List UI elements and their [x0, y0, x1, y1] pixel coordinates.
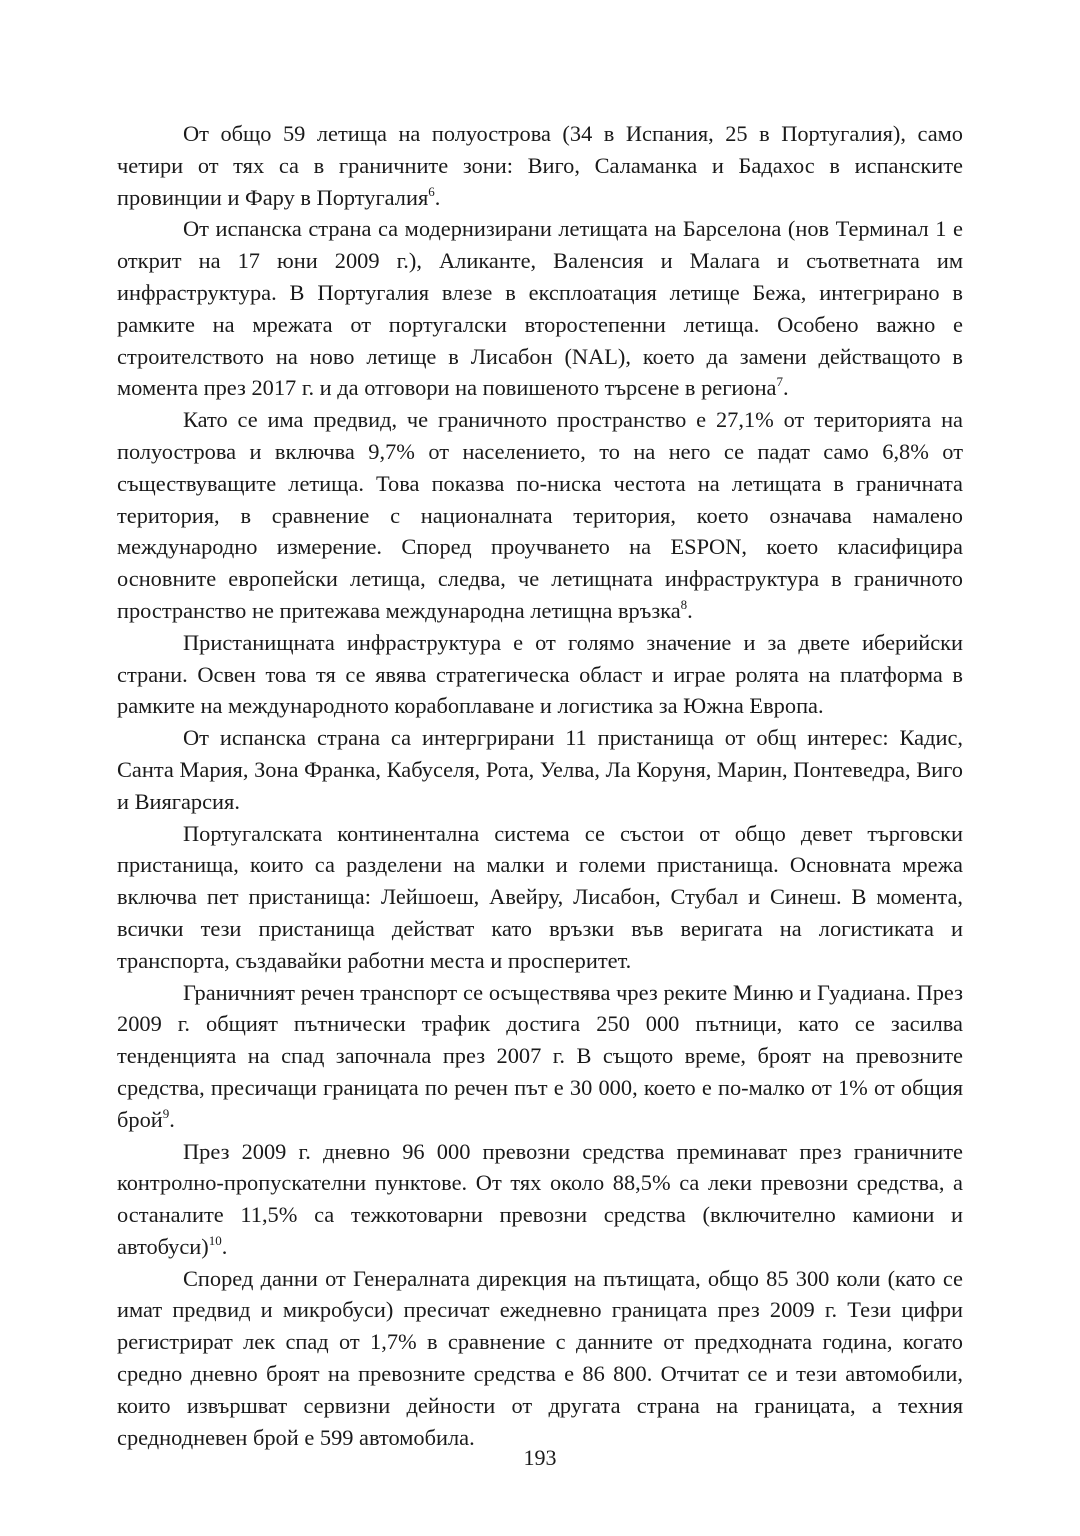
page-body — [117, 118, 963, 1453]
paragraph-portuguese-ports: Португалската континентална система се състои от общо девет търговски пристанища, които са разделени на малки и големи пристанища. Основната мрежа включва пет пристанища: Лейшоеш, Авейру, Лисабон, Стубал и Синеш. В момента, всички тези пристанища действат като връзки във веригата на логистиката и транспорта, създавайки работни места и просперитет. — [117, 820, 963, 973]
paragraph-port-infrastructure: Пристанищната инфраструктура е от голямо значение и за двете иберийски страни. Освен това тя се явява стратегическа област и играе ролята на платформа в рамките на международното корабоплаване и логистика за Южна Европа. — [117, 629, 963, 719]
footnote-ref-10: 10 — [208, 1232, 222, 1248]
paragraph-border-checkpoints: През 2009 г. дневно 96 000 превозни средства преминават през граничните контролно-пропускателни пунктове. От тях около 88,5% са леки превозни средства, а останалите 11,5% са тежкотоварни превозни средства (включително камиони и автобуси)$^{10}$. — [117, 1138, 963, 1259]
footnote-ref-8: 8 — [680, 596, 688, 612]
footnote-ref-9: 9 — [162, 1105, 170, 1121]
paragraph-river-transport: Граничният речен транспорт се осъществява чрез реките Миню и Гуадиана. През 2009 г. общият пътнически трафик достига 250 000 пътници, като се засилва тенденцията на спад започнала през 2007 г. В същото време, броят на превозните средства, пресичащи границата по речен път е 30 000, което е по-малко от 1% от общия брой$^9$. — [117, 979, 963, 1132]
page-number: 193 — [523, 1445, 557, 1470]
paragraph-road-statistics: Според данни от Генералната дирекция на пътищата, общо 85 300 коли (като се имат предвид и микробуси) пресичат ежедневно границата през 2009 г. Тези цифри регистрират лек спад от 1,7% в сравнение с данните от предходната година, когато средно дневно броят на превозните средства е 86 800. Отчитат се и тези автомобили, които извършват сервизни дейности от другата страна на границата, а техния среднодневен брой е 599 автомобила. — [117, 1265, 963, 1450]
paragraph-airports-modernized: От испанска страна са модернизирани летищата на Барселона (нов Терминал 1 е открит на 17 юни 2009 г.), Аликанте, Валенсия и Малага и съответната им инфраструктура. В Португалия влезе в експлоатация летище Бежа, интегрирано в рамките на мрежата от португалски второстепенни летища. Особено важно е строителството на ново летище в Лисабон (NAL), което да замени действащото в момента през 2017 г. и да отговори на повишеното търсене в региона$^7$. — [117, 216, 963, 401]
paragraph-spanish-ports: От испанска страна са интергрирани 11 пристанища от общ интерес: Кадис, Санта Мария, Зона Франка, Кабуселя, Рота, Уелва, Ла Коруня, Марин, Понтеведра, Виго и Виягарсия. — [117, 725, 963, 814]
footnote-ref-7: 7 — [776, 374, 783, 390]
paragraph-airports-count: От общо 59 летища на полуострова (34 в Испания, 25 в Португалия), само четири от тях са в граничните зони: Виго, Саламанка и Бадахос в испанските провинции и Фару в Португалия$^6$. — [117, 121, 963, 210]
footnote-ref-6: 6 — [428, 183, 435, 199]
paragraph-border-space: Като се има предвид, че граничното пространство е 27,1% от територията на полуострова и включва 9,7% от населението, то на него се падат само 6,8% от съществуващите летища. Това показва по-ниска честота на летищата в граничната територия, в сравнение с националната територия, което означава намалено международно измерение. Според проучването на ESPON, което класифицира основните европейски летища, следва, че летищната инфраструктура в граничното пространство не притежава международна летищна връзка$^8$. — [117, 407, 963, 623]
